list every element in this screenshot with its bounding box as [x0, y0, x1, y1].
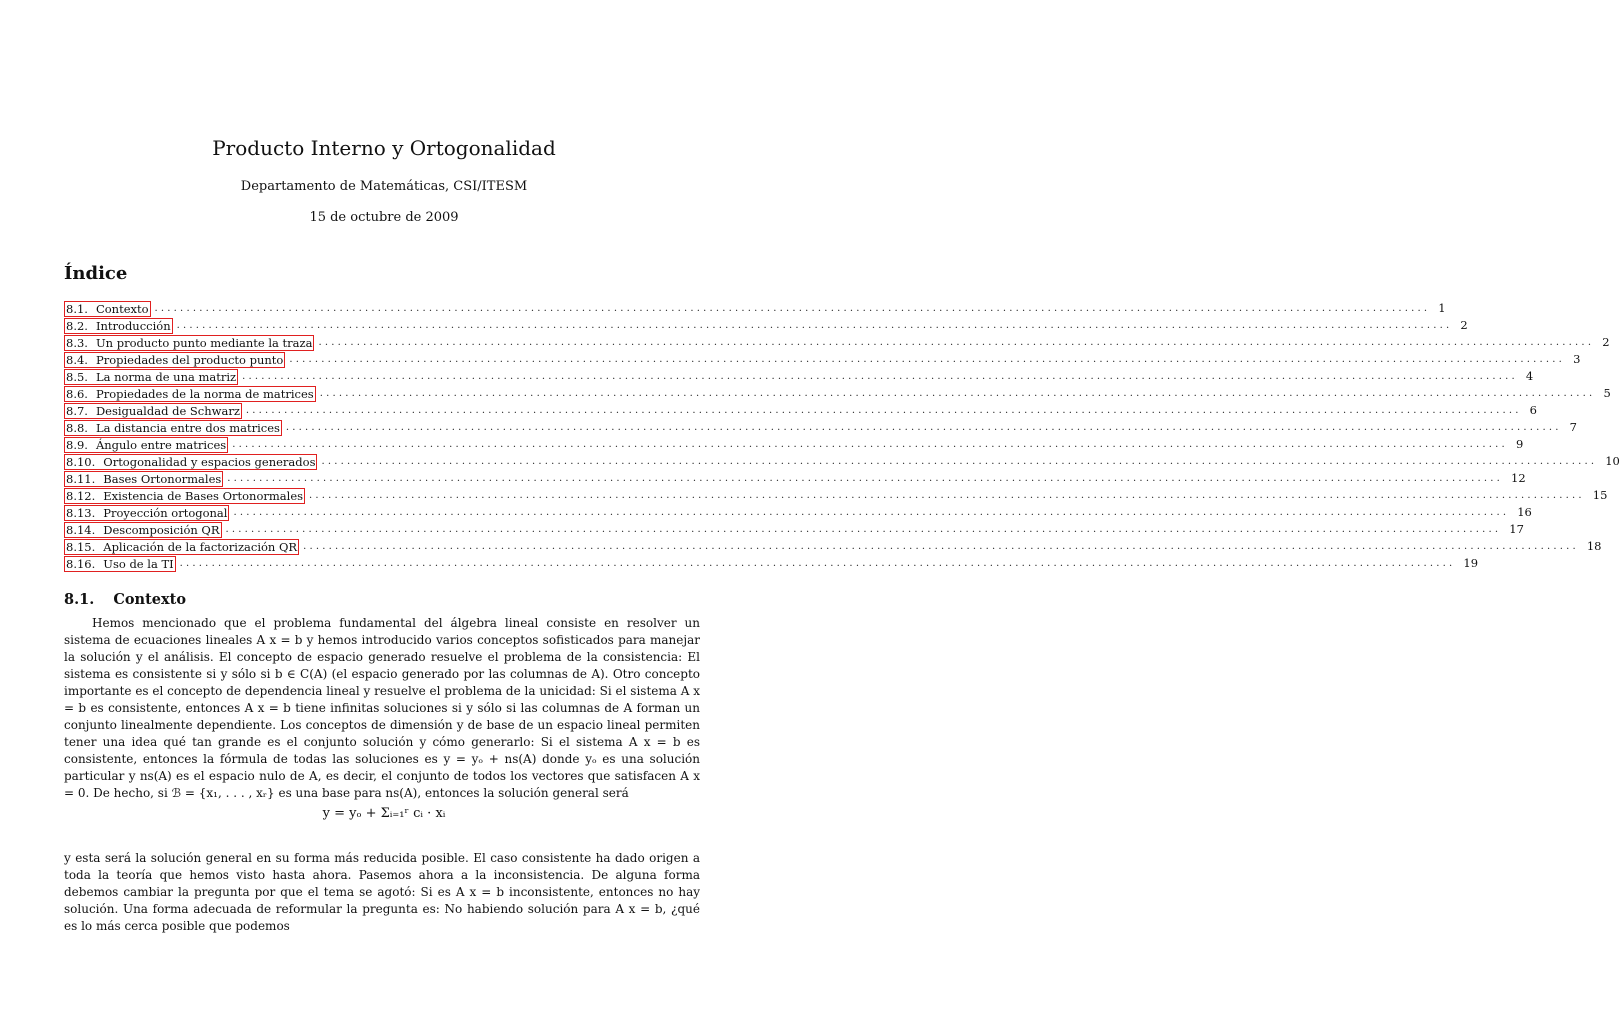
toc-entry-number: 8.6.: [66, 386, 88, 401]
toc-link[interactable]: [64, 335, 314, 351]
toc-entry-page: 15: [1592, 488, 1608, 502]
toc-leader-dots: ........................................................................................................................................................................................................: [245, 405, 1522, 416]
table-of-contents: [64, 300, 1620, 572]
toc-entry: [64, 402, 1537, 419]
toc-entry-number: 8.8.: [66, 420, 88, 435]
toc-entry-page: 6: [1529, 403, 1537, 417]
toc-link[interactable]: [64, 556, 176, 572]
toc-entry-label: Aplicación de la factorización QR: [103, 539, 298, 554]
toc-entry: [64, 487, 1608, 504]
toc-entry-page: 10: [1605, 454, 1620, 468]
toc-entry-page: 5: [1603, 386, 1611, 400]
toc-entry-number: 8.11.: [66, 471, 96, 486]
toc-leader-dots: ........................................................................................................................................................................................................: [303, 541, 1579, 552]
toc-leader-dots: ........................................................................................................................................................................................................: [232, 439, 1508, 450]
toc-leader-dots: ........................................................................................................................................................................................................: [321, 456, 1598, 467]
toc-entry-page: 3: [1573, 352, 1581, 366]
toc-entry-label: Descomposición QR: [103, 522, 220, 537]
toc-leader-dots: ........................................................................................................................................................................................................: [318, 337, 1595, 348]
toc-link[interactable]: [64, 420, 282, 436]
toc-entry-number: 8.5.: [66, 369, 88, 384]
toc-leader-dots: ........................................................................................................................................................................................................: [289, 354, 1566, 365]
toc-entry-number: 8.9.: [66, 437, 88, 452]
toc-link[interactable]: [64, 318, 173, 334]
toc-entry: [64, 538, 1602, 555]
section-number: 8.1.: [64, 591, 95, 608]
toc-link[interactable]: [64, 488, 305, 504]
toc-entry-number: 8.14.: [66, 522, 96, 537]
toc-leader-dots: ........................................................................................................................................................................................................: [179, 558, 1456, 569]
toc-entry-label: Propiedades de la norma de matrices: [95, 386, 314, 401]
document-title: Producto Interno y Ortogonalidad: [212, 136, 556, 160]
toc-entry-number: 8.16.: [66, 556, 96, 571]
toc-entry-label: Contexto: [95, 301, 149, 316]
toc-entry-page: 2: [1460, 318, 1468, 332]
toc-entry-label: Ángulo entre matrices: [95, 437, 227, 452]
toc-entry: [64, 504, 1532, 521]
toc-entry-page: 18: [1586, 539, 1602, 553]
toc-leader-dots: ........................................................................................................................................................................................................: [154, 303, 1431, 314]
toc-entry-number: 8.7.: [66, 403, 88, 418]
toc-entry: [64, 334, 1610, 351]
toc-entry: [64, 419, 1577, 436]
toc-entry-number: 8.2.: [66, 318, 88, 333]
toc-entry: [64, 453, 1620, 470]
document-author: Departamento de Matemáticas, CSI/ITESM: [240, 179, 528, 194]
toc-entry-page: 9: [1515, 437, 1524, 451]
toc-entry-label: Propiedades del producto punto: [95, 352, 284, 367]
toc-leader-dots: ........................................................................................................................................................................................................: [285, 422, 1562, 433]
toc-entry: [64, 521, 1524, 538]
toc-link[interactable]: [64, 437, 228, 453]
toc-entry-number: 8.1.: [66, 301, 88, 316]
toc-leader-dots: ........................................................................................................................................................................................................: [233, 507, 1510, 518]
toc-entry-page: 7: [1569, 420, 1577, 434]
toc-link[interactable]: [64, 301, 151, 317]
section-paragraph-2: y esta será la solución general en su forma más reducida posible. El caso consistente ha dado origen a toda la teoría que hemos visto hasta ahora. Pasemos ahora a la inconsistencia. De alguna forma debemos cambiar la pregunta por que el tema se agotó: Si es A x = b inconsistente, entonces no hay solución. Una forma adecuada de reformular la pregunta es: No habiendo solución para A x = b, ¿qué es lo más cerca posible que podemos: [64, 851, 700, 933]
toc-entry-label: Introducción: [95, 318, 171, 333]
toc-link[interactable]: [64, 352, 285, 368]
toc-entry-page: 17: [1509, 522, 1524, 536]
toc-entry: [64, 368, 1534, 385]
toc-entry-page: 19: [1463, 556, 1479, 570]
toc-link[interactable]: [64, 471, 223, 487]
toc-leader-dots: ........................................................................................................................................................................................................: [309, 490, 1585, 501]
section-heading: [64, 591, 186, 608]
toc-entry-page: 12: [1511, 471, 1526, 485]
toc-entry-label: La norma de una matriz: [95, 369, 237, 384]
toc-leader-dots: ........................................................................................................................................................................................................: [227, 473, 1504, 484]
toc-entry-page: 16: [1517, 505, 1532, 519]
toc-link[interactable]: [64, 403, 242, 419]
toc-entry-label: La distancia entre dos matrices: [95, 420, 280, 435]
toc-entry: [64, 555, 1479, 572]
toc-link[interactable]: [64, 522, 222, 538]
toc-entry-label: Uso de la TI: [103, 556, 174, 571]
toc-entry-page: 4: [1525, 369, 1534, 383]
toc-entry: [64, 470, 1526, 487]
toc-entry-number: 8.12.: [66, 488, 96, 503]
toc-link[interactable]: [64, 505, 229, 521]
toc-entry: [64, 317, 1468, 334]
toc-leader-dots: ........................................................................................................................................................................................................: [225, 524, 1502, 535]
toc-entry-label: Existencia de Bases Ortonormales: [103, 488, 304, 503]
toc-entry-number: 8.4.: [66, 352, 88, 367]
toc-entry-number: 8.10.: [66, 454, 96, 469]
toc-entry-label: Proyección ortogonal: [103, 505, 228, 520]
toc-entry: [64, 351, 1581, 368]
toc-link[interactable]: [64, 539, 299, 555]
toc-link[interactable]: [64, 386, 316, 402]
toc-leader-dots: ........................................................................................................................................................................................................: [319, 388, 1596, 399]
toc-entry-number: 8.15.: [66, 539, 96, 554]
toc-entry-label: Ortogonalidad y espacios generados: [103, 454, 316, 469]
toc-link[interactable]: [64, 454, 317, 470]
toc-entry-label: Desigualdad de Schwarz: [95, 403, 240, 418]
general-solution-formula: y = yₒ + Σᵢ₌₁ʳ cᵢ · xᵢ: [322, 806, 446, 821]
toc-leader-dots: ........................................................................................................................................................................................................: [176, 320, 1453, 331]
toc-entry-page: 1: [1438, 301, 1446, 315]
toc-entry: [64, 436, 1524, 453]
toc-link[interactable]: [64, 369, 238, 385]
toc-entry-number: 8.3.: [66, 335, 88, 350]
toc-entry-label: Bases Ortonormales: [103, 471, 222, 486]
toc-entry-number: 8.13.: [66, 505, 96, 520]
document-date: 15 de octubre de 2009: [309, 210, 459, 225]
section-paragraph-1: Hemos mencionado que el problema fundamental del álgebra lineal consiste en resolver un sistema de ecuaciones lineales A x = b y hemos introducido varios conceptos sofisticados para manejar la solución y el análisis. El concepto de espacio generado resuelve el problema de la consistencia: El sistema es consistente si y sólo si b ∈ C(A) (el espacio generado por las columnas de A). Otro concepto importante es el concepto de dependencia lineal y resuelve el problema de la unicidad: Si el sistema A x = b es consistente, entonces A x = b tiene infinitas soluciones si y sólo si las columnas de A forman un conjunto linealmente dependiente. Los conceptos de dimensión y de base de un espacio lineal permiten tener una idea qué tan grande es el conjunto solución y cómo generarlo: Si el sistema A x = b es consistente, entonces la fórmula de todas las soluciones es y = yₒ + ns(A) donde yₒ es una solución particular y ns(A) es el espacio nulo de A, es decir, el conjunto de todos los vectores que satisfacen A x = 0. De hecho, si ℬ = {x₁, . . . , xᵣ} es una base para ns(A), entonces la solución general será: [64, 616, 700, 800]
toc-entry-label: Un producto punto mediante la traza: [95, 335, 313, 350]
toc-heading: Índice: [64, 263, 128, 284]
toc-leader-dots: ........................................................................................................................................................................................................: [242, 371, 1518, 382]
toc-entry-page: 2: [1602, 335, 1610, 349]
toc-entry: [64, 300, 1446, 317]
section-title: Contexto: [113, 591, 187, 608]
toc-entry: [64, 385, 1611, 402]
